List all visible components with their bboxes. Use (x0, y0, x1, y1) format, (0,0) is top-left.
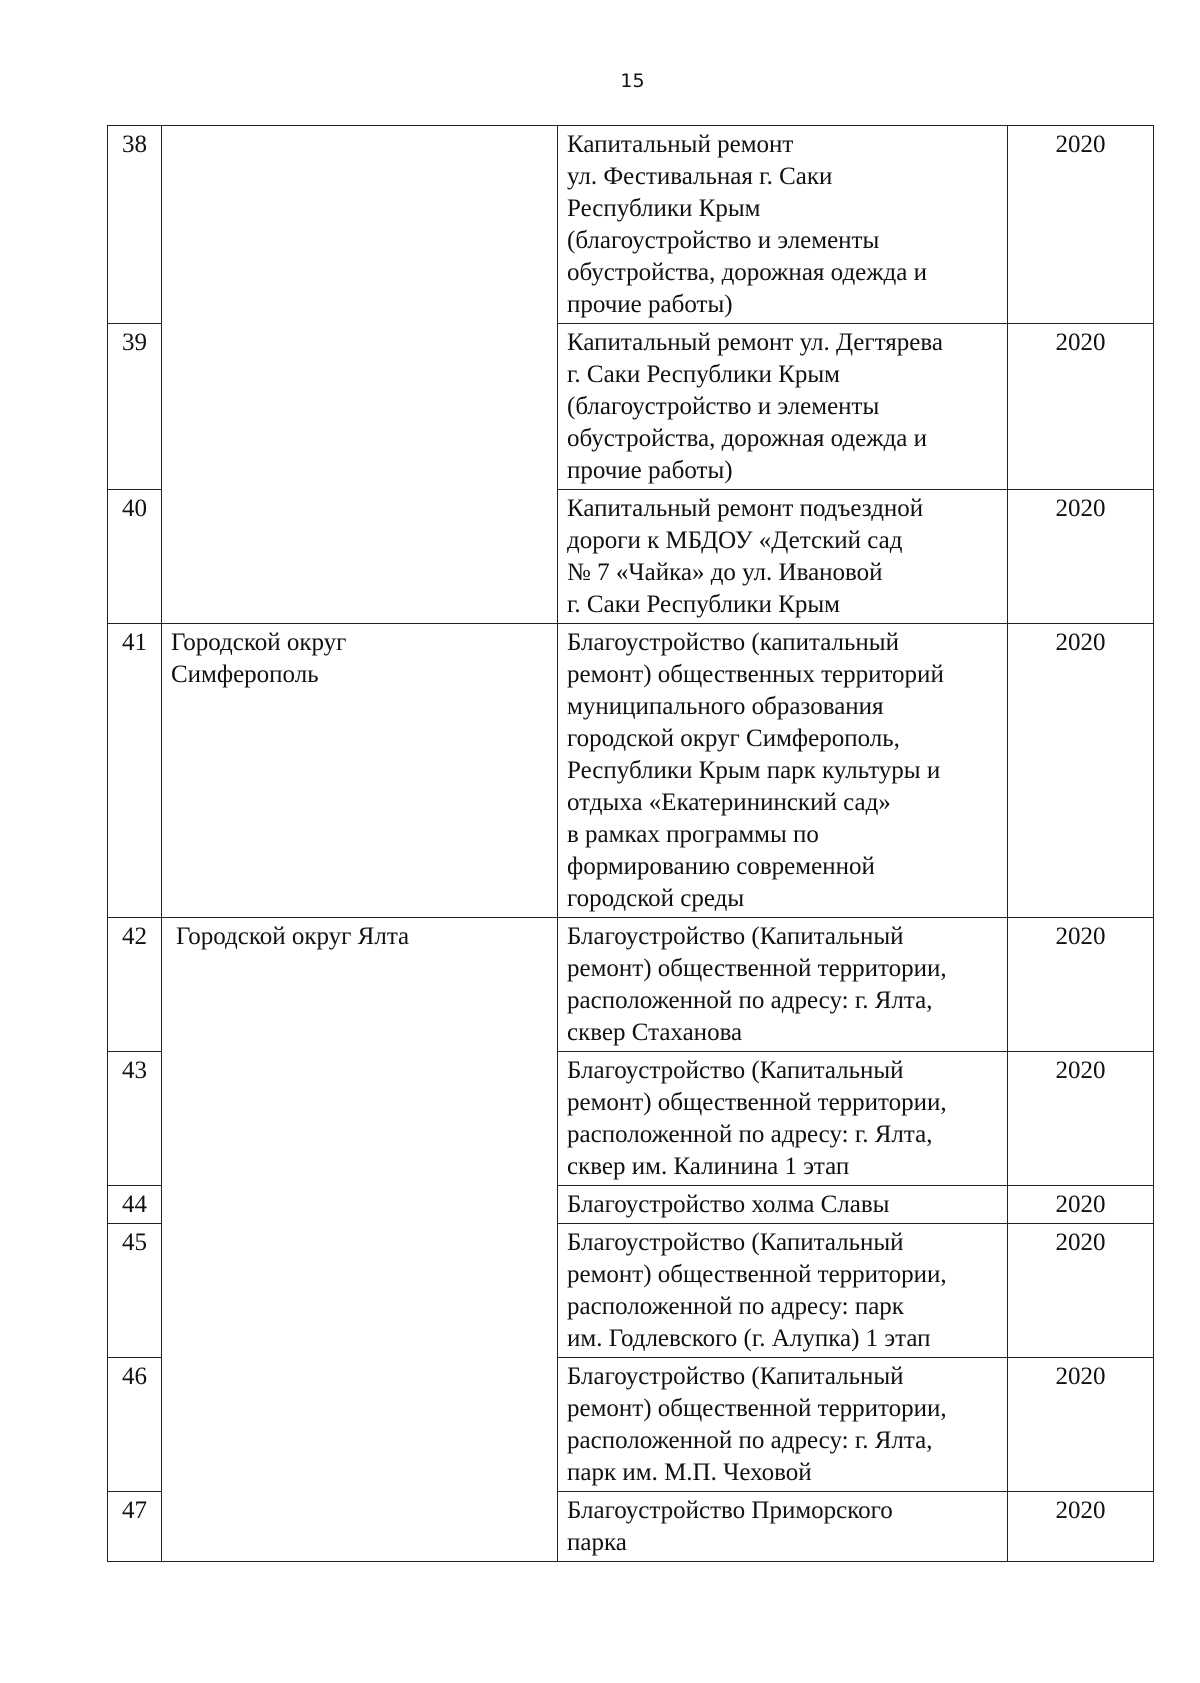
year-cell: 2020 (1008, 918, 1154, 1052)
region-cell: Городской округ Ялта (162, 918, 558, 1562)
year-cell: 2020 (1008, 1052, 1154, 1186)
year-cell: 2020 (1008, 1186, 1154, 1224)
row-number: 38 (108, 126, 162, 324)
row-number: 46 (108, 1358, 162, 1492)
row-number: 44 (108, 1186, 162, 1224)
year-cell: 2020 (1008, 126, 1154, 324)
year-cell: 2020 (1008, 490, 1154, 624)
year-cell: 2020 (1008, 1358, 1154, 1492)
work-description: Благоустройство холма Славы (558, 1186, 1008, 1224)
work-description: Благоустройство (Капитальный ремонт) общественной территории, расположенной по адресу: г. Ялта, сквер Стаханова (558, 918, 1008, 1052)
row-number: 47 (108, 1492, 162, 1562)
table-row (108, 126, 1154, 324)
row-number: 41 (108, 624, 162, 918)
work-description: Капитальный ремонт ул. Фестивальная г. Саки Республики Крым (благоустройство и элементы обустройства, дорожная одежда и прочие работы) (558, 126, 1008, 324)
work-description: Благоустройство (Капитальный ремонт) общественной территории, расположенной по адресу: г. Ялта, сквер им. Калинина 1 этап (558, 1052, 1008, 1186)
works-table (107, 125, 1154, 1562)
row-number: 40 (108, 490, 162, 624)
row-number: 45 (108, 1224, 162, 1358)
row-number: 43 (108, 1052, 162, 1186)
table-row (108, 918, 1154, 1052)
work-description: Благоустройство (Капитальный ремонт) общественной территории, расположенной по адресу: парк им. Годлевского (г. Алупка) 1 этап (558, 1224, 1008, 1358)
row-number: 42 (108, 918, 162, 1052)
page-number: 15 (620, 70, 645, 92)
year-cell: 2020 (1008, 324, 1154, 490)
work-description: Благоустройство Приморского парка (558, 1492, 1008, 1562)
work-description: Капитальный ремонт ул. Дегтярева г. Саки Республики Крым (благоустройство и элементы обустройства, дорожная одежда и прочие работы) (558, 324, 1008, 490)
region-cell: Городской округ Симферополь (162, 624, 558, 918)
year-cell: 2020 (1008, 624, 1154, 918)
year-cell: 2020 (1008, 1492, 1154, 1562)
work-description: Благоустройство (Капитальный ремонт) общественной территории, расположенной по адресу: г. Ялта, парк им. М.П. Чеховой (558, 1358, 1008, 1492)
row-number: 39 (108, 324, 162, 490)
year-cell: 2020 (1008, 1224, 1154, 1358)
work-description: Благоустройство (капитальный ремонт) общественных территорий муниципального образования городской округ Симферополь, Республики Крым парк культуры и отдыха «Екатерининский сад» в рамках программы по формированию современной городской среды (558, 624, 1008, 918)
region-cell (162, 126, 558, 624)
table-row (108, 624, 1154, 918)
work-description: Капитальный ремонт подъездной дороги к МБДОУ «Детский сад № 7 «Чайка» до ул. Ивановой г. Саки Республики Крым (558, 490, 1008, 624)
